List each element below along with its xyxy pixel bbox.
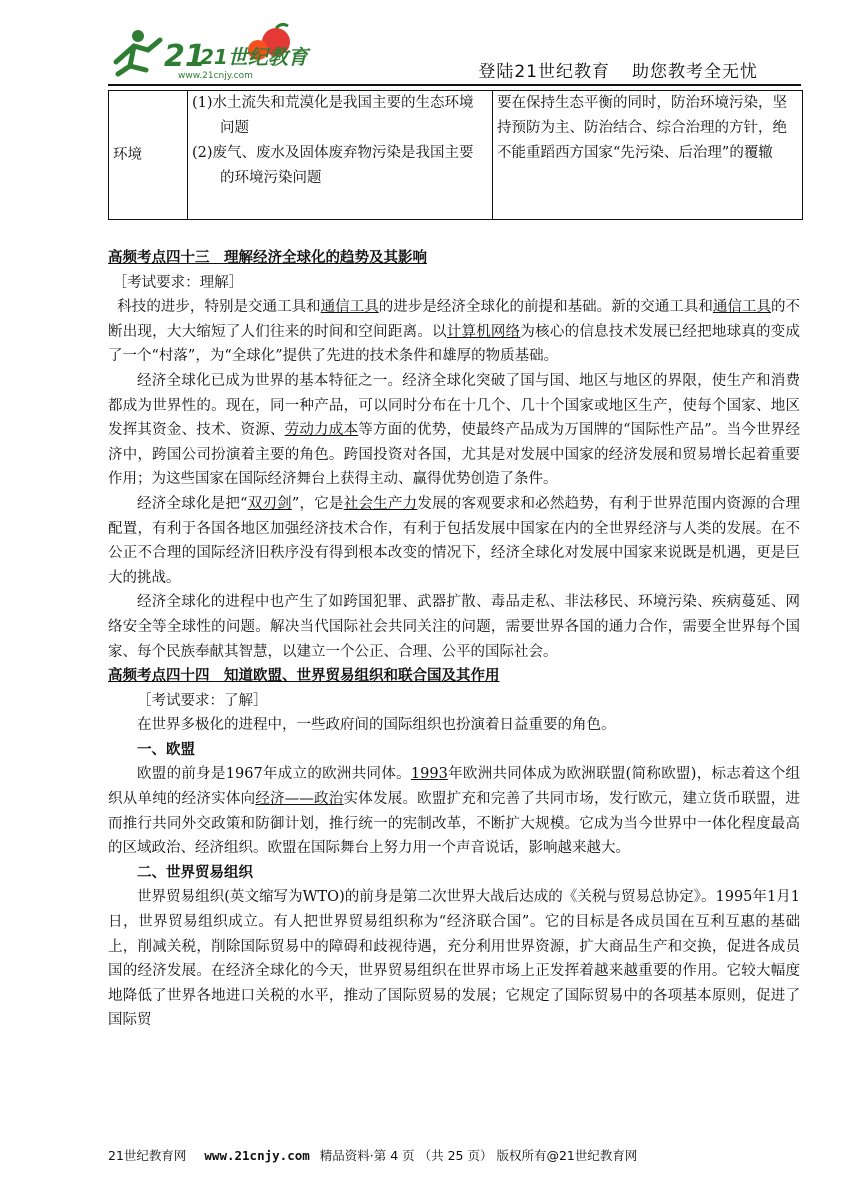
link-1993: 1993 (410, 766, 448, 783)
site-logo (108, 22, 338, 82)
paragraph-wto: 世界贸易组织(英文缩写为WTO)的前身是第二次世界大战后达成的《关税与贸易总协定》。1995年1月1日，世界贸易组织成立。有人把世界贸易组织称为“经济联合国”。它的目标是各成员国在互利互惠的基础上，削减关税，削除国际贸易中的障碍和歧视待遇，充分利用世界资源，扩大商品生产和交换，促进各成员国的经济发展。在经济全球化的今天，世界贸易组织在世界市场上正发挥着越来越重要的作用。它较大幅度地降低了世界各地进口关税的水平，推动了国际贸易的发展；它规定了国际贸易中的各项基本原则，促进了国际贸 (108, 889, 800, 1029)
main-content (108, 246, 800, 1033)
link-comm-tools: 通信工具 (320, 299, 379, 316)
table-measure-cell: 要在保持生态平衡的同时，防治环境污染，坚持预防为主、防治结合、综合治理的方针，绝不能重蹈西方国家“先污染、后治理”的覆辙 (493, 91, 803, 220)
footer-info: 精品资料·第 4 页 （共 25 页） 版权所有@21世纪教育网 (319, 1148, 638, 1163)
paragraph-tech-progress: 科技的进步，特别是交通工具和通信工具的进步是经济全球化的前提和基础。新的交通工具和通信工具的不断出现，大大缩短了人们往来的时间和空间距离。以计算机网络为核心的信息技术发展已经把地球真的变成了一个“村落”，为“全球化”提供了先进的技术条件和雄厚的物质基础。 (108, 299, 801, 365)
table-problem-cell (188, 91, 493, 220)
environment-table (108, 90, 803, 220)
paragraph-globalization-feature: 经济全球化已成为世界的基本特征之一。经济全球化突破了国与国、地区与地区的界限，使生产和消费都成为世界性的。现在，同一种产品，可以同时分布在十几个、几十个国家或地区生产，使每个国家、地区发挥其资金、技术、资源、劳动力成本等方面的优势，使最终产品成为万国牌的“国际性产品”。当今世界经济中，跨国公司扮演着主要的角色。跨国投资对各国，尤其是对发展中国家的经济发展和贸易增长起着重要作用；为这些国家在国际经济舞台上获得主动、赢得优势创造了条件。 (108, 372, 801, 488)
link-computer-network: 计算机网络 (446, 323, 521, 340)
paragraph-intro: 在世界多极化的进程中，一些政府间的国际组织也扮演着日益重要的角色。 (137, 717, 616, 734)
header-divider (108, 84, 801, 86)
section-title-43: 高频考点四十三 理解经济全球化的趋势及其影响 (108, 249, 427, 266)
link-productivity: 社会生产力 (343, 495, 418, 512)
subheading-wto: 二、世界贸易组织 (137, 863, 253, 881)
page-footer (108, 1146, 808, 1164)
exam-requirement-43: ［考试要求：理解］ (112, 274, 244, 291)
subheading-eu: 一、欧盟 (137, 740, 195, 758)
link-econ-politics: 经济——政治 (255, 791, 344, 808)
table-row (109, 91, 803, 220)
svg-text:21世纪教育: 21世纪教育 (200, 45, 308, 69)
svg-text:21: 21 (164, 39, 206, 74)
svg-text:www.21cnjy.com: www.21cnjy.com (178, 71, 253, 81)
link-double-edged-sword: 双刃剑 (247, 495, 292, 512)
link-comm-tools-2: 通信工具 (712, 299, 771, 316)
paragraph-global-problems: 经济全球化的进程中也产生了如跨国犯罪、武器扩散、毒品走私、非法移民、环境污染、疾病蔓延、网络安全等全球性的问题。解决当代国际社会共同关注的问题，需要世界各国的通力合作，需要全世界每个国家、每个民族奉献其智慧，以建立一个公正、合理、公平的国际社会。 (108, 594, 800, 660)
paragraph-double-edged: 经济全球化是把“双刃剑”，它是社会生产力发展的客观要求和必然趋势，有利于世界范围内资源的合理配置，有利于各国各地区加强经济技术合作，有利于包括发展中国家在内的全世界经济与人类的发展。在不公正不合理的国际经济旧秩序没有得到根本改变的情况下，经济全球化对发展中国家来说既是机遇，更是巨大的挑战。 (108, 495, 801, 586)
footer-site: 21世纪教育网 (108, 1148, 187, 1163)
page-header (108, 22, 758, 84)
footer-url[interactable]: www.21cnjy.com (204, 1148, 310, 1163)
slogan-motto: 助您教考全无忧 (632, 62, 758, 82)
slogan-login: 登陆21世纪教育 (478, 62, 610, 82)
link-labor-cost: 劳动力成本 (284, 422, 359, 439)
table-category-cell: 环境 (109, 91, 188, 220)
paragraph-eu: 欧盟的前身是1967年成立的欧洲共同体。1993年欧洲共同体成为欧洲联盟(简称欧盟)，标志着这个组织从单纯的经济实体向经济——政治实体发展。欧盟扩充和完善了共同市场，发行欧元，建立货币联盟，进而推行共同外交政策和防御计划，推行统一的宪制改革，不断扩大规模。它成为当今世界中一体化程度最高的区域政治、经济组织。欧盟在国际舞台上努力用一个声音说话，影响越来越大。 (108, 766, 801, 857)
section-title-44: 高频考点四十四 知道欧盟、世界贸易组织和联合国及其作用 (108, 667, 500, 685)
problem-item-2: (2)废气、废水及固体废弃物污染是我国主要的环境污染问题 (192, 145, 474, 186)
header-slogan (478, 57, 758, 82)
problem-item-1: (1)水土流失和荒漠化是我国主要的生态环境问题 (192, 95, 474, 136)
exam-requirement-44: ［考试要求：了解］ (137, 692, 268, 709)
